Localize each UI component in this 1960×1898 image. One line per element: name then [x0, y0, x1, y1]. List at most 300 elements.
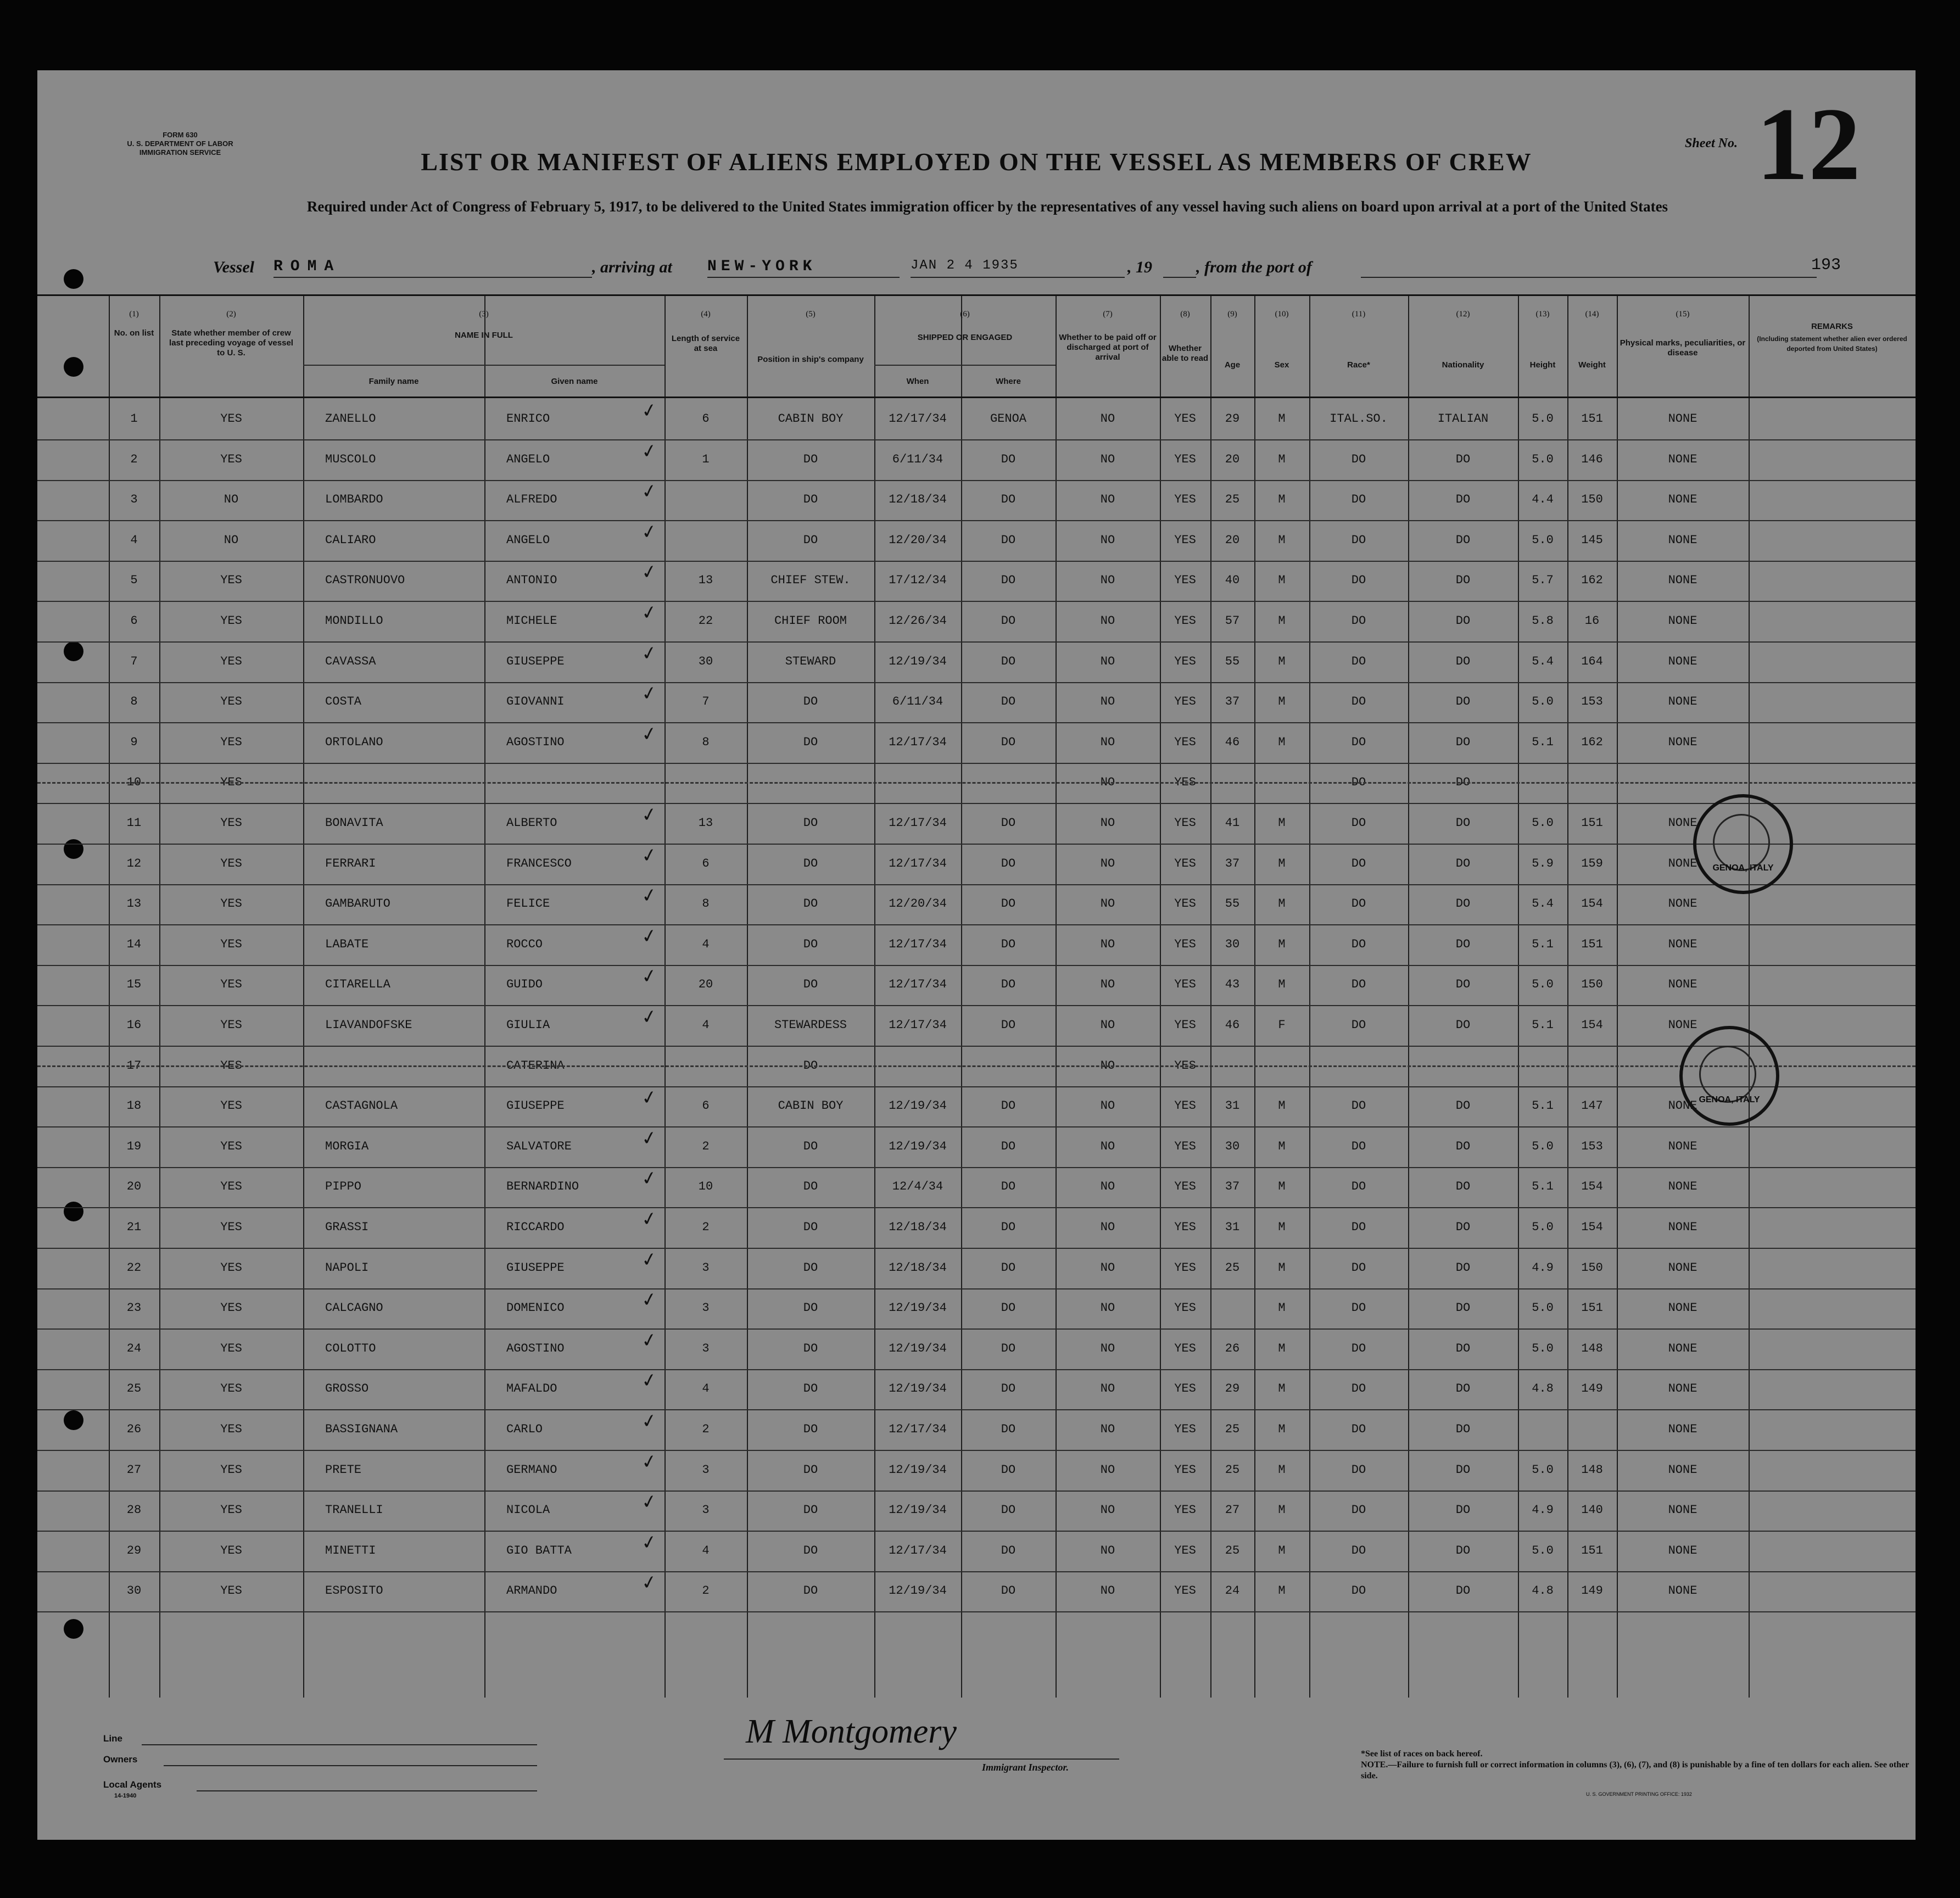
cell-read: YES — [1174, 614, 1196, 628]
cell-family: CASTAGNOLA — [325, 1099, 398, 1113]
cell-no: 6 — [130, 614, 138, 628]
from-port-blank — [1361, 258, 1817, 278]
cell-state: NO — [224, 533, 239, 547]
cell-where: DO — [1001, 1180, 1016, 1193]
cell-family: COLOTTO — [325, 1342, 376, 1355]
cell-length: 6 — [702, 1099, 710, 1113]
cell-age: 41 — [1225, 816, 1240, 830]
cell-length: 3 — [702, 1463, 710, 1477]
printer-imprint: U. S. GOVERNMENT PRINTING OFFICE: 1932 — [1586, 1791, 1692, 1797]
cell-when: 12/19/34 — [889, 1342, 947, 1355]
cell-physical: NONE — [1668, 695, 1697, 708]
cell-weight: 146 — [1581, 453, 1603, 466]
vessel-line — [213, 258, 1861, 282]
cell-age: 26 — [1225, 1342, 1240, 1355]
cell-nationality: DO — [1455, 614, 1471, 628]
checkmark-icon: ✓ — [639, 924, 659, 949]
cell-given: GERMANO — [506, 1463, 557, 1477]
cell-race: ITAL.SO. — [1330, 412, 1388, 426]
cell-where: DO — [1001, 695, 1016, 708]
cell-read: YES — [1174, 412, 1196, 426]
cell-when: 12/17/34 — [889, 816, 947, 830]
cell-length: 30 — [698, 655, 713, 668]
struck-row-line — [37, 782, 1916, 784]
cell-family: NAPOLI — [325, 1261, 369, 1275]
cell-height: 5.8 — [1532, 614, 1554, 628]
cell-sex: M — [1278, 412, 1286, 426]
line-blank — [142, 1743, 537, 1745]
cell-where: DO — [1001, 1382, 1016, 1395]
cell-physical: NONE — [1668, 1463, 1697, 1477]
cell-race: DO — [1351, 1463, 1366, 1477]
header-whether-paid: Whether to be paid off or discharged at port of arrival — [1059, 333, 1157, 362]
cell-weight: 154 — [1581, 1180, 1603, 1193]
cell-given: GIUSEPPE — [506, 655, 565, 668]
cell-no: 24 — [126, 1342, 142, 1355]
header-when: When — [906, 377, 929, 386]
column-number: (3) — [479, 310, 489, 319]
cell-read: YES — [1174, 1059, 1196, 1073]
cell-position: DO — [803, 1261, 818, 1275]
checkmark-icon: ✓ — [639, 1247, 659, 1272]
cell-nationality: DO — [1455, 1544, 1471, 1558]
table-top-rule — [37, 294, 1916, 296]
cell-height: 5.4 — [1532, 897, 1554, 911]
cell-nationality: DO — [1455, 655, 1471, 668]
cell-paid: NO — [1100, 1584, 1115, 1598]
cell-paid: NO — [1100, 775, 1115, 789]
cell-physical: NONE — [1668, 937, 1697, 951]
cell-position: DO — [803, 1140, 818, 1153]
cell-paid: NO — [1100, 1180, 1115, 1193]
cell-race: DO — [1351, 573, 1366, 587]
cell-where: DO — [1001, 1342, 1016, 1355]
checkmark-icon: ✓ — [639, 1287, 659, 1313]
cell-sex: M — [1278, 1382, 1286, 1395]
checkmark-icon: ✓ — [639, 843, 659, 868]
cell-length: 4 — [702, 937, 710, 951]
cell-nationality: ITALIAN — [1437, 412, 1489, 426]
cell-nationality: DO — [1455, 1018, 1471, 1032]
cell-length: 3 — [702, 1301, 710, 1315]
cell-age: 27 — [1225, 1503, 1240, 1517]
cell-family: ESPOSITO — [325, 1584, 383, 1598]
cell-age: 30 — [1225, 1140, 1240, 1153]
cell-weight: 149 — [1581, 1382, 1603, 1395]
cell-sex: M — [1278, 1463, 1286, 1477]
checkmark-icon: ✓ — [639, 1126, 659, 1151]
cell-when: 12/17/34 — [889, 857, 947, 870]
cell-where: DO — [1001, 655, 1016, 668]
cell-physical: NONE — [1668, 857, 1697, 870]
cell-nationality: DO — [1455, 857, 1471, 870]
header-shipped-engaged: SHIPPED OR ENGAGED — [917, 333, 1013, 342]
cell-position: DO — [803, 1220, 818, 1234]
cell-physical: NONE — [1668, 1382, 1697, 1395]
cell-no: 28 — [126, 1503, 142, 1517]
cell-sex: M — [1278, 573, 1286, 587]
cell-nationality: DO — [1455, 1463, 1471, 1477]
cell-age: 46 — [1225, 1018, 1240, 1032]
cell-nationality: DO — [1455, 1503, 1471, 1517]
cell-family: GROSSO — [325, 1382, 369, 1395]
cell-family: MORGIA — [325, 1140, 369, 1153]
cell-physical: NONE — [1668, 412, 1697, 426]
cell-sex: M — [1278, 533, 1286, 547]
cell-age: 31 — [1225, 1099, 1240, 1113]
cell-where: DO — [1001, 1301, 1016, 1315]
manifest-table — [37, 294, 1916, 1698]
cell-state: YES — [220, 1342, 242, 1355]
cell-when: 12/19/34 — [889, 1099, 947, 1113]
cell-age: 24 — [1225, 1584, 1240, 1598]
cell-sex: M — [1278, 857, 1286, 870]
cell-paid: NO — [1100, 453, 1115, 466]
checkmark-icon: ✓ — [639, 398, 659, 423]
cell-position: DO — [803, 695, 818, 708]
cell-where: DO — [1001, 897, 1016, 911]
cell-position: DO — [803, 1422, 818, 1436]
year-label: , 19 — [1127, 258, 1152, 276]
cell-physical: NONE — [1668, 573, 1697, 587]
cell-where: DO — [1001, 735, 1016, 749]
row-rule — [37, 924, 1916, 925]
cell-position: DO — [803, 816, 818, 830]
cell-no: 25 — [126, 1382, 142, 1395]
cell-position: DO — [803, 1544, 818, 1558]
cell-weight: 154 — [1581, 1018, 1603, 1032]
header-given-name: Given name — [551, 377, 598, 386]
cell-state: YES — [220, 978, 242, 991]
cell-physical: NONE — [1668, 735, 1697, 749]
cell-paid: NO — [1100, 533, 1115, 547]
cell-sex: M — [1278, 453, 1286, 466]
cell-paid: NO — [1100, 493, 1115, 506]
cell-no: 10 — [126, 775, 142, 789]
cell-no: 1 — [130, 412, 138, 426]
checkmark-icon: ✓ — [639, 1489, 659, 1515]
cell-when: 12/19/34 — [889, 1503, 947, 1517]
cell-age: 25 — [1225, 1422, 1240, 1436]
cell-nationality: DO — [1455, 735, 1471, 749]
cell-given: NICOLA — [506, 1503, 550, 1517]
cell-weight: 147 — [1581, 1099, 1603, 1113]
cell-physical: NONE — [1668, 1503, 1697, 1517]
cell-state: YES — [220, 614, 242, 628]
cell-read: YES — [1174, 655, 1196, 668]
cell-given: GIO BATTA — [506, 1544, 572, 1558]
checkmark-icon: ✓ — [639, 1409, 659, 1434]
cell-position: DO — [803, 1584, 818, 1598]
cell-height: 5.0 — [1532, 453, 1554, 466]
cell-length: 8 — [702, 735, 710, 749]
cell-length: 4 — [702, 1018, 710, 1032]
cell-position: DO — [803, 453, 818, 466]
year-blank — [1163, 258, 1196, 278]
cell-height: 4.9 — [1532, 1503, 1554, 1517]
cell-age: 20 — [1225, 533, 1240, 547]
cell-height: 5.1 — [1532, 1099, 1554, 1113]
checkmark-icon: ✓ — [639, 883, 659, 908]
cell-physical: NONE — [1668, 1140, 1697, 1153]
local-agents-blank — [197, 1789, 537, 1791]
cell-sex: M — [1278, 695, 1286, 708]
cell-paid: NO — [1100, 1140, 1115, 1153]
cell-given: AGOSTINO — [506, 735, 565, 749]
cell-when: 12/17/34 — [889, 412, 947, 426]
cell-weight: 154 — [1581, 897, 1603, 911]
cell-no: 26 — [126, 1422, 142, 1436]
cell-weight: 16 — [1584, 614, 1600, 628]
cell-length: 2 — [702, 1140, 710, 1153]
cell-read: YES — [1174, 775, 1196, 789]
cell-length: 20 — [698, 978, 713, 991]
cell-length: 4 — [702, 1544, 710, 1558]
row-rule — [37, 641, 1916, 643]
cell-age: 55 — [1225, 897, 1240, 911]
cell-sex: M — [1278, 614, 1286, 628]
checkmark-icon: ✓ — [639, 641, 659, 666]
cell-race: DO — [1351, 1503, 1366, 1517]
cell-given: ENRICO — [506, 412, 550, 426]
cell-physical: NONE — [1668, 816, 1697, 830]
cell-age: 29 — [1225, 1382, 1240, 1395]
cell-physical: NONE — [1668, 1180, 1697, 1193]
row-rule — [37, 1126, 1916, 1127]
cell-read: YES — [1174, 857, 1196, 870]
cell-no: 7 — [130, 655, 138, 668]
cell-nationality: DO — [1455, 1261, 1471, 1275]
cell-sex: M — [1278, 1342, 1286, 1355]
column-rule — [484, 294, 485, 1698]
cell-nationality: DO — [1455, 493, 1471, 506]
column-number: (6) — [960, 310, 970, 319]
cell-given: ANGELO — [506, 533, 550, 547]
cell-weight: 159 — [1581, 857, 1603, 870]
shipped-subheader-rule — [874, 365, 1056, 366]
cell-no: 19 — [126, 1140, 142, 1153]
column-number: (14) — [1585, 310, 1599, 319]
cell-state: YES — [220, 695, 242, 708]
cell-length: 8 — [702, 897, 710, 911]
cell-no: 27 — [126, 1463, 142, 1477]
cell-state: YES — [220, 1261, 242, 1275]
cell-read: YES — [1174, 978, 1196, 991]
cell-race: DO — [1351, 1018, 1366, 1032]
cell-read: YES — [1174, 453, 1196, 466]
checkmark-icon: ✓ — [639, 1530, 659, 1555]
document-title: LIST OR MANIFEST OF ALIENS EMPLOYED ON THE VESSEL AS MEMBERS OF CREW — [421, 148, 1532, 176]
checkmark-icon: ✓ — [639, 520, 659, 545]
row-rule — [37, 965, 1916, 966]
row-rule — [37, 803, 1916, 804]
cell-position: DO — [803, 1301, 818, 1315]
cell-height: 5.4 — [1532, 655, 1554, 668]
cell-no: 2 — [130, 453, 138, 466]
cell-height: 5.0 — [1532, 1220, 1554, 1234]
cell-family: CAVASSA — [325, 655, 376, 668]
cell-state: YES — [220, 1220, 242, 1234]
cell-nationality: DO — [1455, 453, 1471, 466]
cell-paid: NO — [1100, 978, 1115, 991]
cell-state: YES — [220, 897, 242, 911]
cell-read: YES — [1174, 1342, 1196, 1355]
cell-physical: NONE — [1668, 493, 1697, 506]
owners-blank — [164, 1764, 537, 1766]
manifest-sheet — [37, 70, 1916, 1840]
cell-state: YES — [220, 1180, 242, 1193]
cell-no: 15 — [126, 978, 142, 991]
cell-age: 57 — [1225, 614, 1240, 628]
cell-weight: 164 — [1581, 655, 1603, 668]
cell-physical: NONE — [1668, 897, 1697, 911]
row-rule — [37, 763, 1916, 764]
cell-when: 12/19/34 — [889, 1301, 947, 1315]
cell-no: 18 — [126, 1099, 142, 1113]
name-subheader-rule — [303, 365, 664, 366]
header-physical-marks: Physical marks, peculiarities, or disease — [1620, 338, 1746, 358]
header-name-in-full: NAME IN FULL — [455, 331, 513, 340]
cell-state: YES — [220, 937, 242, 951]
cell-length: 6 — [702, 412, 710, 426]
cell-where: DO — [1001, 493, 1016, 506]
cell-where: DO — [1001, 1584, 1016, 1598]
cell-height: 5.1 — [1532, 1018, 1554, 1032]
cell-race: DO — [1351, 1342, 1366, 1355]
cell-where: DO — [1001, 1220, 1016, 1234]
cell-when: 12/17/34 — [889, 1018, 947, 1032]
cell-length: 13 — [698, 816, 713, 830]
checkmark-icon: ✓ — [639, 439, 659, 464]
cell-no: 17 — [126, 1059, 142, 1073]
cell-paid: NO — [1100, 412, 1115, 426]
row-rule — [37, 1288, 1916, 1289]
checkmark-icon: ✓ — [639, 1004, 659, 1030]
column-number: (15) — [1676, 310, 1690, 319]
row-rule — [37, 480, 1916, 481]
cell-state: YES — [220, 816, 242, 830]
cell-given: CATERINA — [506, 1059, 565, 1073]
cell-nationality: DO — [1455, 1180, 1471, 1193]
cell-height: 5.7 — [1532, 573, 1554, 587]
cell-race: DO — [1351, 775, 1366, 789]
cell-family: BASSIGNANA — [325, 1422, 398, 1436]
cell-when: 12/17/34 — [889, 1422, 947, 1436]
cell-age: 29 — [1225, 412, 1240, 426]
cell-read: YES — [1174, 1099, 1196, 1113]
cell-length: 1 — [702, 453, 710, 466]
cell-weight: 150 — [1581, 493, 1603, 506]
cell-race: DO — [1351, 1261, 1366, 1275]
cell-read: YES — [1174, 1140, 1196, 1153]
cell-given: GUIDO — [506, 978, 543, 991]
column-number: (13) — [1535, 310, 1550, 319]
cell-age: 40 — [1225, 573, 1240, 587]
date-stamp: JAN 2 4 1935 — [911, 258, 1125, 278]
column-rule — [664, 294, 666, 1698]
checkmark-icon: ✓ — [639, 1449, 659, 1475]
cell-race: DO — [1351, 816, 1366, 830]
cell-state: YES — [220, 1503, 242, 1517]
cell-when: 12/17/34 — [889, 735, 947, 749]
cell-when: 12/19/34 — [889, 1463, 947, 1477]
cell-height: 5.0 — [1532, 695, 1554, 708]
cell-paid: NO — [1100, 1018, 1115, 1032]
cell-race: DO — [1351, 978, 1366, 991]
page-number: 193 — [1811, 256, 1841, 275]
cell-position: CHIEF ROOM — [774, 614, 847, 628]
checkmark-icon: ✓ — [639, 1570, 659, 1595]
cell-height: 5.1 — [1532, 1180, 1554, 1193]
cell-age: 25 — [1225, 493, 1240, 506]
header-height: Height — [1529, 360, 1556, 370]
checkmark-icon: ✓ — [639, 1085, 659, 1110]
cell-paid: NO — [1100, 735, 1115, 749]
cell-age: 25 — [1225, 1261, 1240, 1275]
form-code: 14-1940 — [114, 1793, 137, 1799]
cell-weight: 145 — [1581, 533, 1603, 547]
cell-where: DO — [1001, 1422, 1016, 1436]
column-number: (12) — [1456, 310, 1470, 319]
cell-given: MAFALDO — [506, 1382, 557, 1395]
cell-state: YES — [220, 1422, 242, 1436]
checkmark-icon: ✓ — [639, 1207, 659, 1232]
cell-race: DO — [1351, 897, 1366, 911]
from-port-label: , from the port of — [1196, 258, 1312, 276]
stamp-seal — [1713, 814, 1770, 871]
checkmark-icon: ✓ — [639, 1328, 659, 1353]
row-rule — [37, 1086, 1916, 1087]
cell-position: CHIEF STEW. — [770, 573, 851, 587]
cell-position: DO — [803, 857, 818, 870]
cell-given: SALVATORE — [506, 1140, 572, 1153]
cell-nationality: DO — [1455, 1301, 1471, 1315]
cell-family: CASTRONUOVO — [325, 573, 405, 587]
cell-length: 3 — [702, 1261, 710, 1275]
cell-height: 4.8 — [1532, 1584, 1554, 1598]
cell-race: DO — [1351, 1220, 1366, 1234]
cell-sex: M — [1278, 493, 1286, 506]
cell-age: 37 — [1225, 695, 1240, 708]
cell-race: DO — [1351, 1099, 1366, 1113]
row-rule — [37, 1531, 1916, 1532]
cell-weight: 151 — [1581, 412, 1603, 426]
cell-age: 37 — [1225, 1180, 1240, 1193]
cell-age: 25 — [1225, 1463, 1240, 1477]
header-nationality: Nationality — [1442, 360, 1484, 370]
cell-nationality: DO — [1455, 1342, 1471, 1355]
cell-when: 12/20/34 — [889, 533, 947, 547]
cell-height: 5.0 — [1532, 1463, 1554, 1477]
cell-read: YES — [1174, 1544, 1196, 1558]
cell-state: YES — [220, 1382, 242, 1395]
cell-state: YES — [220, 412, 242, 426]
cell-read: YES — [1174, 1584, 1196, 1598]
cell-when: 12/4/34 — [892, 1180, 943, 1193]
cell-race: DO — [1351, 1584, 1366, 1598]
cell-height: 5.0 — [1532, 816, 1554, 830]
cell-length: 2 — [702, 1422, 710, 1436]
vessel-name: ROMA — [273, 258, 592, 278]
cell-family: ZANELLO — [325, 412, 376, 426]
checkmark-icon: ✓ — [639, 1166, 659, 1191]
cell-family: MONDILLO — [325, 614, 383, 628]
cell-sex: M — [1278, 1220, 1286, 1234]
cell-weight: 154 — [1581, 1220, 1603, 1234]
cell-paid: NO — [1100, 614, 1115, 628]
cell-sex: M — [1278, 1544, 1286, 1558]
cell-paid: NO — [1100, 857, 1115, 870]
